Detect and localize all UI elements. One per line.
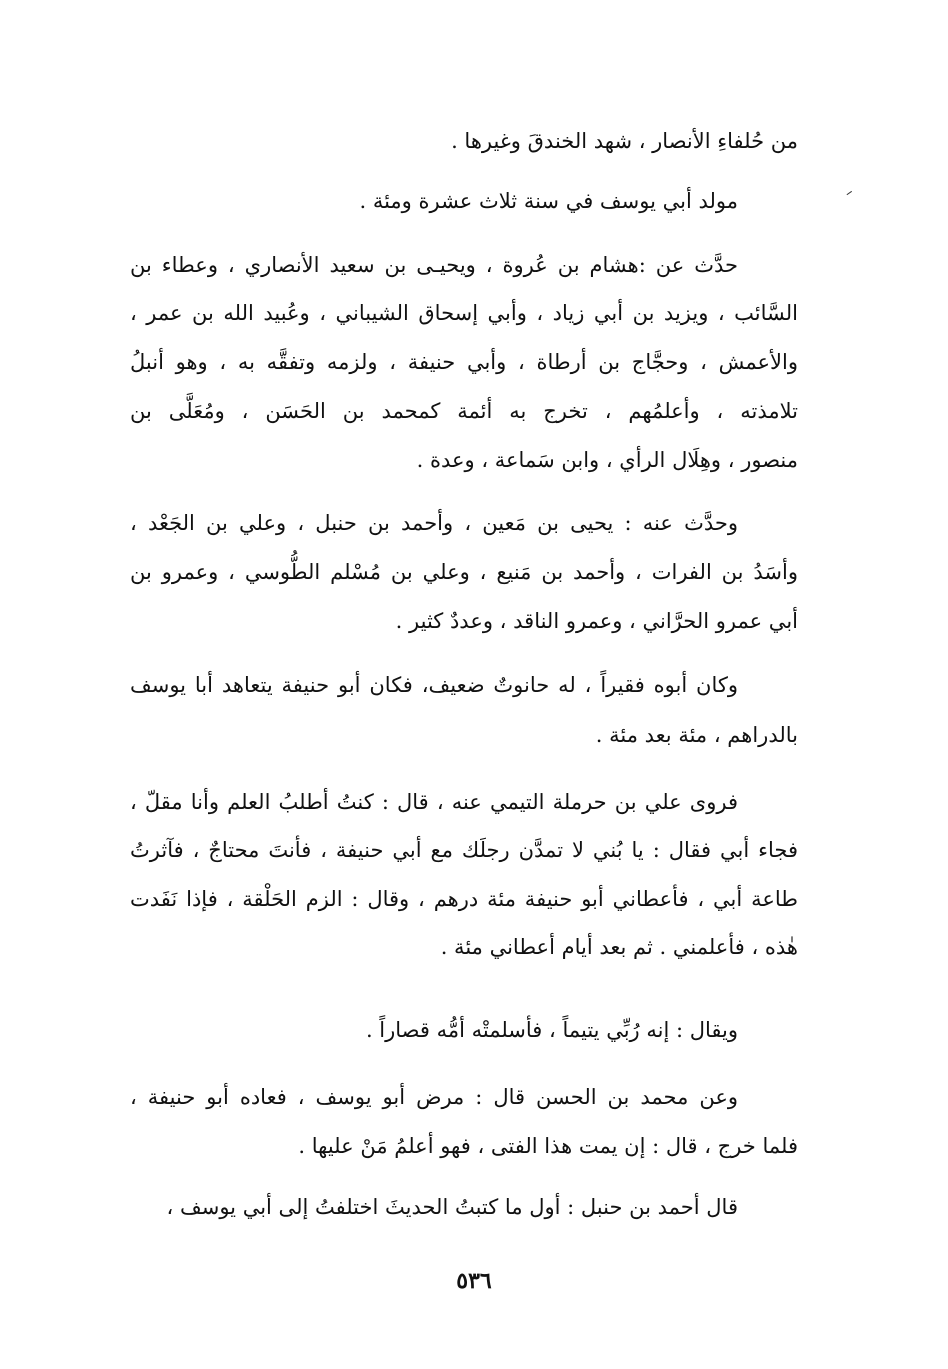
text-line: مولد أبي يوسف في سنة ثلاث عشرة ومئة . [359, 189, 738, 213]
text-line: فلما خرج ، قال : إن يمت هذا الفتى ، فهو أعلمُ مَنْ عليها . [298, 1134, 798, 1158]
text-line: قال أحمد بن حنبل : أول ما كتبتُ الحديثَ اختلفتُ إلى أبي يوسف ، [166, 1195, 738, 1219]
text-line: وكان أبوه فقيراً ، له حانوتٌ ضعيف، فكان أبو حنيفة يتعاهد أبا يوسف [130, 673, 738, 697]
text-line: فجاء أبي فقال : يا بُني لا تمدَّن رجلَك مع أبي حنيفة ، فأنتَ محتاجٌ ، فآثرتُ [130, 838, 798, 862]
text-line: تلامذته ، وأعلمُهم ، تخرج به أئمة كمحمد بن الحَسَن ، ومُعَلَّى بن [130, 399, 798, 423]
text-line: أبي عمرو الحرَّاني ، وعمرو الناقد ، وعددٌ كثير . [395, 609, 798, 633]
page-number: ٥٣٦ [456, 1268, 492, 1294]
text-line: فروى علي بن حرملة التيمي عنه ، قال : كنتُ أطلبُ العلم وأنا مقلّ ، [130, 790, 738, 814]
text-line: السَّائب ، ويزيد بن أبي زياد ، وأبي إسحاق الشيباني ، وعُبيد الله بن عمر ، [130, 301, 798, 325]
text-line: وحدَّث عنه : يحيى بن مَعين ، وأحمد بن حنبل ، وعلي بن الجَعْد ، [130, 511, 738, 535]
text-line: وعن محمد بن الحسن قال : مرض أبو يوسف ، فعاده أبو حنيفة ، [130, 1085, 738, 1109]
text-line: هٰذه ، فأعلمني . ثم بعد أيام أعطاني مئة . [440, 935, 798, 959]
margin-mark [847, 191, 856, 200]
text-line: بالدراهم ، مئة بعد مئة . [595, 723, 798, 747]
text-line: ويقال : إنه رُبِّي يتيماً ، فأسلمتْه أمُّه قصاراً . [365, 1018, 738, 1042]
text-line: وأسَدُ بن الفرات ، وأحمد بن مَنيع ، وعلي بن مُسْلم الطُّوسي ، وعمرو بن [130, 560, 798, 584]
text-line: حدَّث عن :هشام بن عُروة ، ويحيـى بن سعيد الأنصاري ، وعطاء بن [130, 253, 738, 277]
text-line: منصور ، وهِلَال الرأي ، وابن سَماعة ، وعدة . [416, 448, 798, 472]
text-line: والأعمش ، وحجَّاج بن أرطاة ، وأبي حنيفة ، ولزمه وتفقَّه به ، وهو أنبلُ [130, 350, 798, 374]
text-line: من حُلفاءِ الأنصار ، شهد الخندقَ وغيرها . [451, 129, 798, 153]
text-line: طاعة أبي ، فأعطاني أبو حنيفة مئة درهم ، وقال : الزم الحَلْقة ، فإذا نَفَدت [130, 887, 798, 911]
